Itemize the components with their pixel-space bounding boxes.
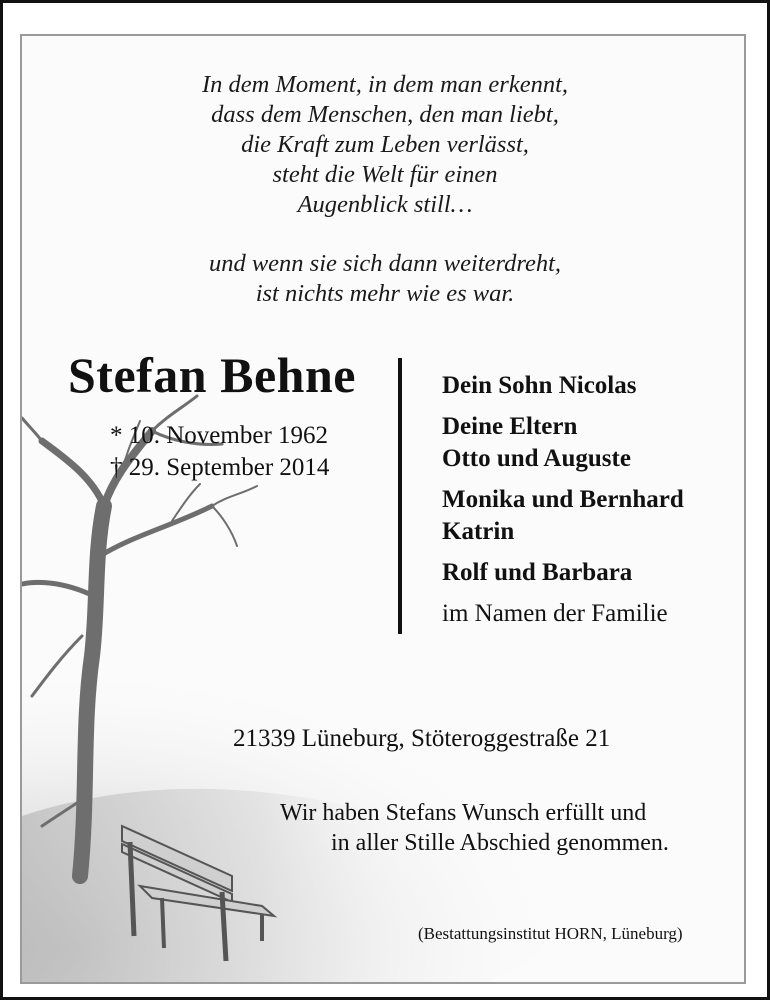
mourner-siblings: Monika und Bernhard bbox=[442, 486, 684, 513]
poem-stanza-1 bbox=[22, 70, 746, 220]
wish-line: Wir haben Stefans Wunsch erfüllt und bbox=[280, 800, 647, 826]
divider-line bbox=[398, 358, 402, 634]
wish-statement bbox=[280, 798, 669, 858]
mourners-list bbox=[442, 370, 684, 630]
mourner-closing: im Namen der Familie bbox=[442, 600, 668, 627]
undertaker-credit: (Bestattungsinstitut HORN, Lüneburg) bbox=[418, 924, 683, 943]
mourner-parents-label: Deine Eltern bbox=[442, 413, 578, 440]
wish-line: in aller Stille Abschied genommen. bbox=[331, 830, 669, 856]
obituary-card bbox=[20, 34, 746, 984]
poem-stanza-2 bbox=[22, 249, 746, 309]
death-date: † 29. September 2014 bbox=[110, 454, 330, 481]
deceased-name: Stefan Behne bbox=[68, 347, 356, 403]
poem-line: die Kraft zum Leben verlässt, bbox=[241, 131, 529, 158]
poem-line: dass dem Menschen, den man liebt, bbox=[211, 101, 559, 128]
mourner-siblings: Katrin bbox=[442, 518, 515, 545]
birth-date: * 10. November 1962 bbox=[110, 422, 329, 449]
mourner-siblings: Rolf und Barbara bbox=[442, 559, 633, 586]
poem-line: Augenblick still… bbox=[297, 191, 473, 218]
poem-line: In dem Moment, in dem man erkennt, bbox=[201, 71, 569, 98]
mourner-son: Dein Sohn Nicolas bbox=[442, 372, 637, 399]
poem-line: ist nichts mehr wie es war. bbox=[255, 280, 515, 307]
poem-line: steht die Welt für einen bbox=[272, 161, 498, 188]
address: 21339 Lüneburg, Stöteroggestraße 21 bbox=[233, 725, 611, 752]
poem-line: und wenn sie sich dann weiterdreht, bbox=[208, 250, 562, 277]
life-dates bbox=[110, 420, 329, 484]
mourner-parents: Otto und Auguste bbox=[442, 445, 631, 472]
